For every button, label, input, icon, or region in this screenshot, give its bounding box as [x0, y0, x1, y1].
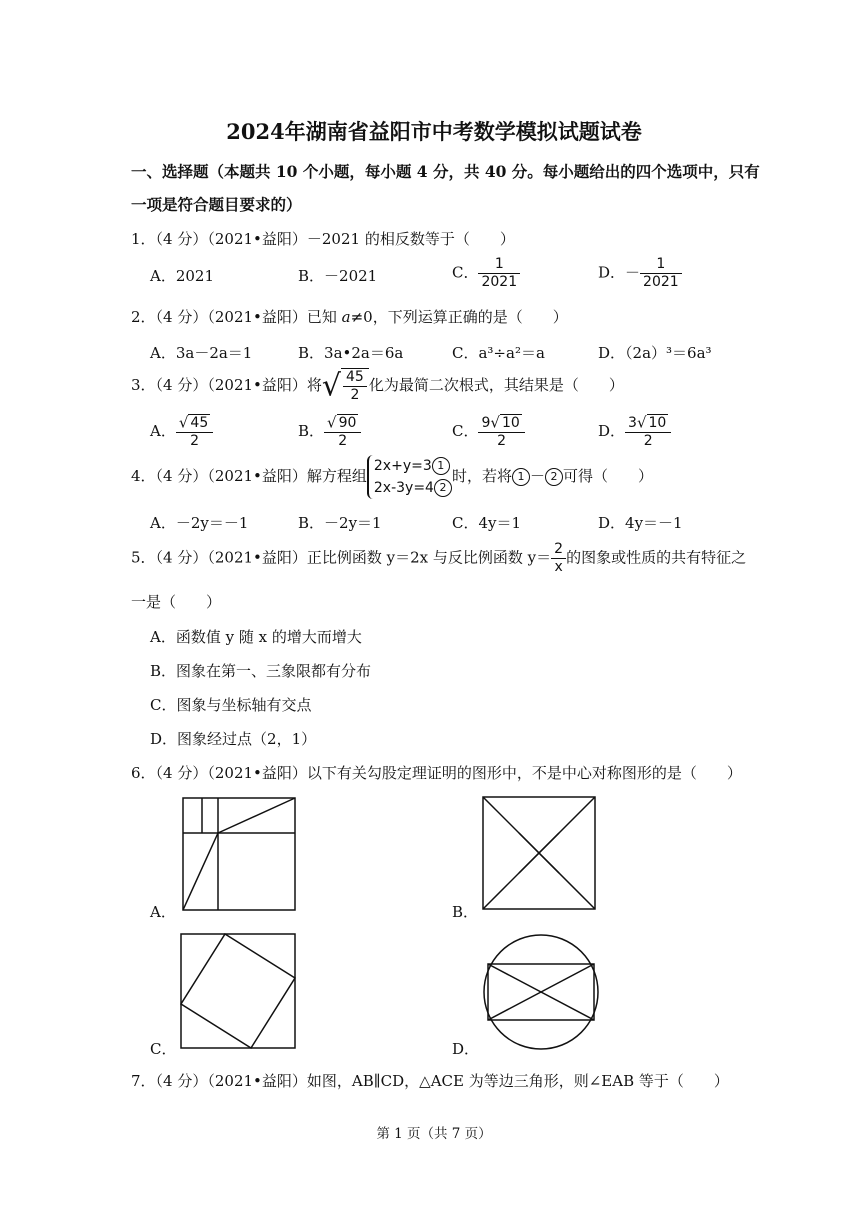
q4-stem-post: 可得（ ）	[563, 467, 654, 485]
q4-eq1-mark: 1	[432, 457, 450, 475]
q5-fraction	[551, 541, 566, 576]
q3-option-a-label: A．	[150, 422, 176, 440]
q1-option-d-label: D．－	[598, 263, 641, 282]
q6-a-diag-lower	[183, 833, 218, 910]
q7-stem: 7．（4 分）（2021•益阳）如图，AB∥CD，△ACE 为等边三角形，则∠EAB 等于（ ）	[131, 1072, 729, 1090]
q4-option-c: C．4y＝1	[452, 514, 522, 532]
q6-stem: 6．（4 分）（2021•益阳）以下有关勾股定理证明的图形中，不是中心对称图形的是（ ）	[131, 764, 742, 782]
section-heading-line1: 一、选择题（本题共 10 个小题，每小题 4 分，共 40 分。每小题给出的四个选项中，只有	[131, 162, 760, 181]
q3-option-d: D． $\frac{3√ 10}{2}$	[598, 414, 671, 450]
q3-d-radicand: 10	[648, 415, 667, 431]
q3-stem-radical: √ $\frac{45}{2}$	[322, 368, 369, 404]
q4-stem-mid: 时，若将	[451, 467, 512, 485]
q4-equation-system	[367, 455, 452, 499]
page-title: 2024年湖南省益阳市中考数学模拟试题试卷	[226, 119, 642, 144]
q4-eq2: 2x-3y=4	[373, 480, 434, 496]
q2-option-a: A．3a－2a＝1	[150, 344, 253, 362]
q1-d-numerator: 1	[640, 256, 682, 274]
q1-c-denominator: 2021	[481, 274, 518, 290]
q2-stem-post: ≠0，下列运算正确的是（ ）	[350, 308, 568, 326]
q3-stem	[131, 368, 624, 404]
q4-minus: －	[529, 467, 545, 485]
q4-ref-mark-2: 2	[545, 468, 563, 486]
q4-option-b: B．－2y＝1	[298, 514, 382, 532]
q3-option-b-label: B．	[298, 422, 325, 440]
q3-c-den: 2	[497, 433, 507, 449]
q3-stem-pre: 3．（4 分）（2021•益阳）将	[131, 376, 322, 394]
q3-b-radicand: 90	[338, 415, 357, 431]
q3-d-den: 2	[643, 433, 653, 449]
q1-option-d-fraction	[640, 256, 682, 291]
q1-option-c	[452, 256, 520, 291]
q3-stem-den: 2	[350, 387, 360, 403]
q1-stem: 1．（4 分）（2021•益阳）－2021 的相反数等于（ ）	[131, 230, 515, 248]
q3-b-den: 2	[338, 433, 348, 449]
q6-b-line-3	[519, 833, 595, 909]
q2-option-b: B．3a•2a＝6a	[298, 344, 404, 362]
q4-option-a: A．－2y＝－1	[150, 514, 249, 532]
q5-option-c: C．图象与坐标轴有交点	[150, 696, 312, 714]
q5-frac-num: 2	[551, 541, 566, 559]
q6-a-outer-square	[183, 798, 295, 910]
q4-option-d: D．4y＝－1	[598, 514, 683, 532]
q5-option-d: D．图象经过点（2，1）	[150, 730, 317, 748]
q5-stem-post: 的图象或性质的共有特征之	[566, 548, 747, 567]
q6-c-inner-square	[181, 934, 295, 1048]
q5-frac-den: x	[554, 559, 563, 575]
q4-ref-mark-1: 1	[512, 468, 530, 486]
q3-c-radicand: 10	[501, 415, 520, 431]
q6-option-c-label: C．	[150, 1040, 177, 1058]
q4-stem	[131, 455, 653, 499]
q4-stem-pre: 4．（4 分）（2021•益阳）解方程组	[131, 467, 367, 485]
q2-option-c: C．a³÷a²＝a	[452, 344, 545, 362]
q3-option-b: B． $\frac{√ 90}{2}$	[298, 414, 361, 450]
q5-stem	[131, 541, 746, 576]
q1-option-d	[598, 256, 682, 291]
q6-option-a-label: A．	[150, 903, 176, 921]
q3-stem-num: 45	[343, 369, 367, 387]
q6-figure-c	[180, 933, 296, 1049]
q6-option-b-label: B．	[452, 903, 479, 921]
q3-d-coef: 3	[628, 415, 637, 431]
q3-a-radicand: 45	[190, 415, 209, 431]
q1-option-a: A．2021	[150, 267, 215, 285]
q1-option-b: B．－2021	[298, 267, 378, 285]
q2-stem	[131, 306, 568, 327]
q6-figure-d	[482, 933, 600, 1051]
q6-c-outer-square	[181, 934, 295, 1048]
q2-option-d: D．（2a）³＝6a³	[598, 344, 712, 362]
q4-eq1: 2x+y=3	[373, 458, 432, 474]
q1-d-denominator: 2021	[643, 274, 679, 290]
q1-option-c-fraction	[478, 256, 520, 291]
q3-option-d-label: D．	[598, 422, 626, 440]
q5-option-a: A．函数值 y 随 x 的增大而增大	[150, 628, 362, 646]
q4-eq2-mark: 2	[434, 479, 452, 497]
q3-c-coef: 9	[481, 415, 491, 431]
q1-c-numerator: 1	[478, 256, 520, 274]
q5-stem-line2: 一是（ ）	[131, 593, 222, 611]
q3-option-c: C． $\frac{9√ 10}{2}$	[452, 414, 525, 450]
q6-option-d-label: D．	[452, 1040, 480, 1058]
q3-a-den: 2	[190, 433, 199, 449]
q6-a-diag-upper	[218, 798, 295, 833]
q3-stem-post: 化为最简二次根式，其结果是（ ）	[368, 376, 624, 394]
q1-option-c-label: C．	[452, 263, 479, 282]
q3-option-c-label: C．	[452, 422, 479, 440]
q6-figure-b	[482, 796, 596, 910]
q2-stem-pre: 2．（4 分）（2021•益阳）已知	[131, 308, 342, 326]
q5-stem-pre: 5．（4 分）（2021•益阳）正比例函数 y＝2x 与反比例函数 y＝	[131, 548, 552, 567]
q6-figure-a	[182, 797, 296, 911]
q6-b-line-4	[483, 833, 559, 909]
section-heading-line2: 一项是符合题目要求的）	[131, 195, 302, 214]
q2-stem-var: a	[341, 308, 351, 326]
q3-option-a: A． $\frac{√ 45}{2}$	[150, 414, 213, 450]
page-footer: 第 1 页（共 7 页）	[376, 1126, 492, 1142]
q5-option-b: B．图象在第一、三象限都有分布	[150, 662, 372, 680]
